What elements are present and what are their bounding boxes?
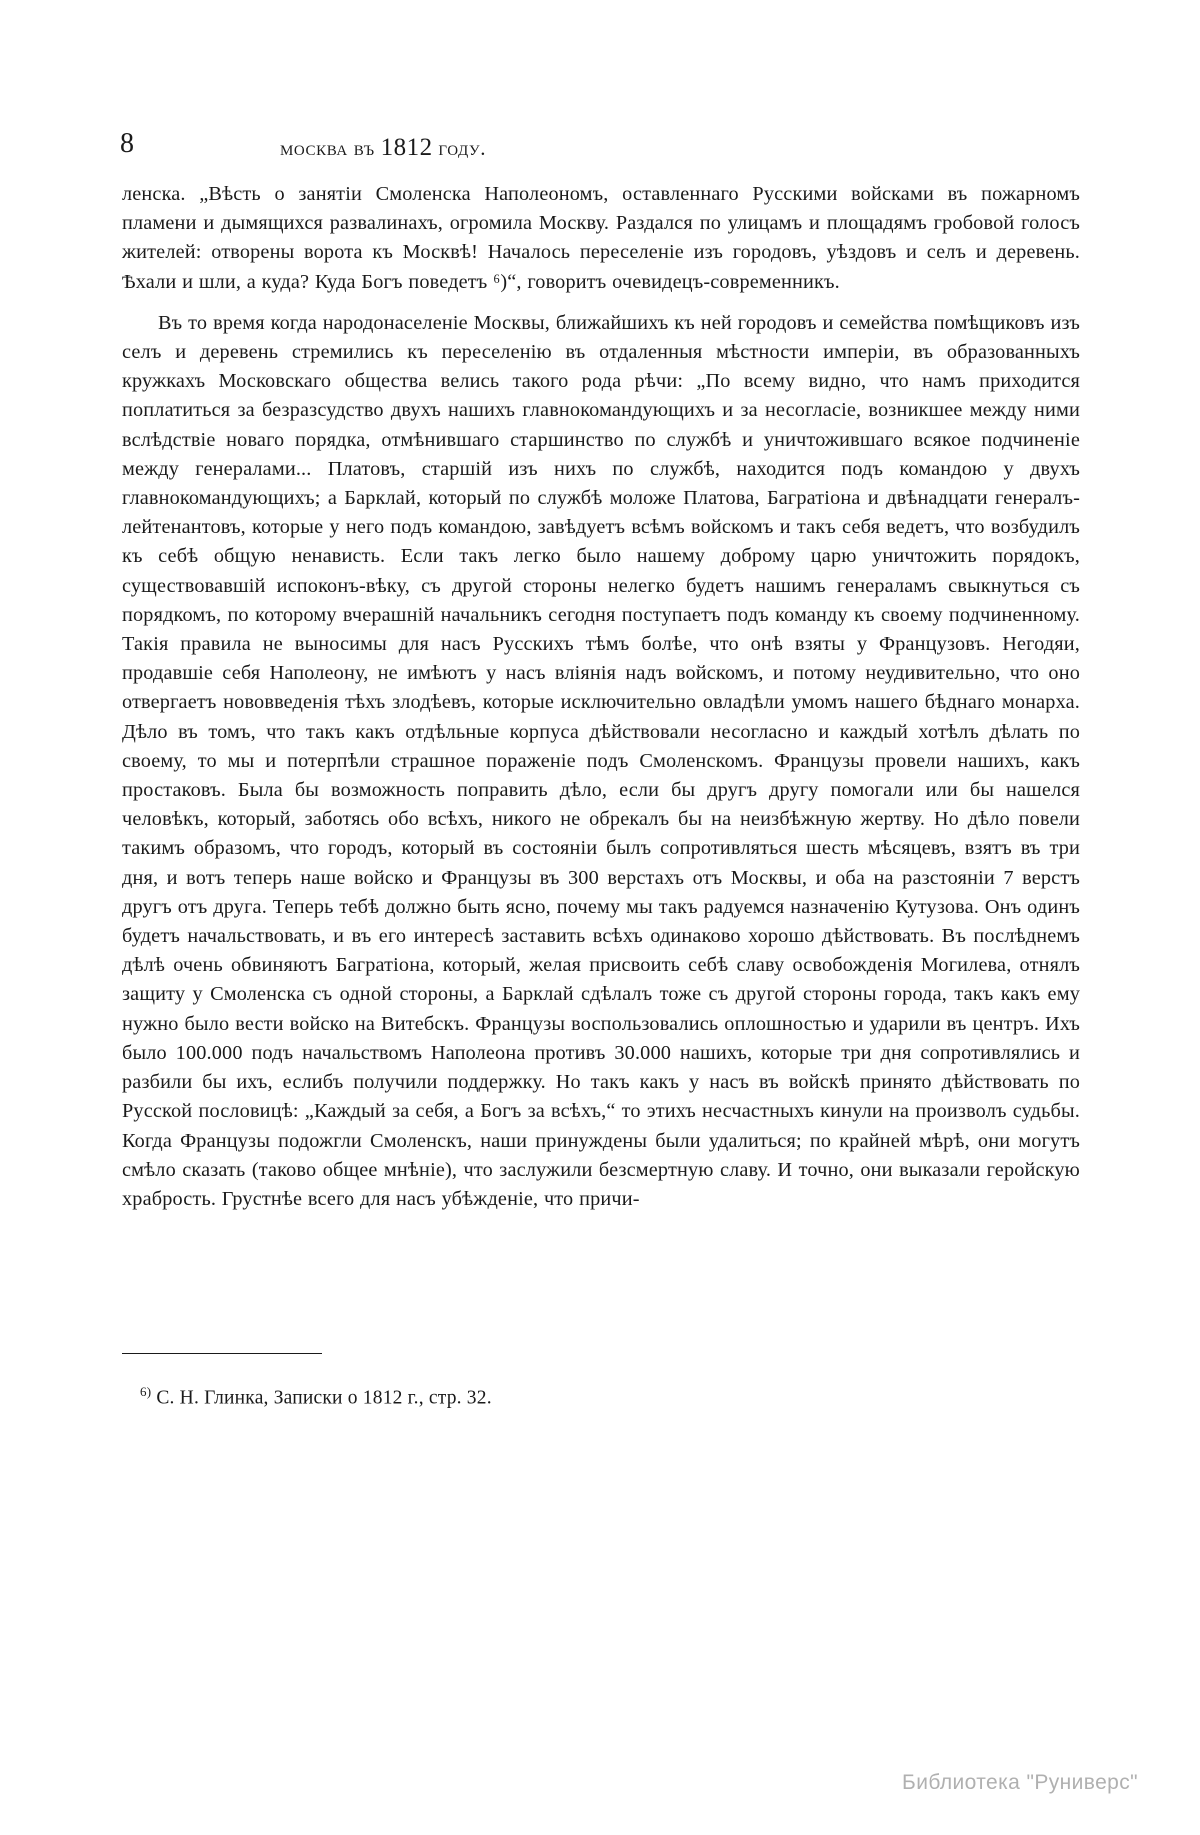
page-number: 8 — [120, 128, 135, 159]
running-title-suffix: году. — [432, 136, 487, 160]
footnote-separator — [122, 1353, 322, 1354]
page-header — [120, 128, 1080, 164]
paragraph-1: ленска. „Вѣсть о занятіи Смоленска Наполеономъ, оставленнаго Русскими войсками въ пожарномъ пламени и дымящихся развалинахъ, огромила Москву. Раздался по улицамъ и площадямъ гробовой голосъ жителей: отворены ворота къ Москвѣ! Началось переселеніе изъ городовъ, уѣздовъ и селъ и деревень. Ѣхали и шли, а куда? Куда Богъ поведетъ ⁶)“, говоритъ очевидецъ-современникъ. — [122, 183, 1080, 293]
footnote — [140, 1378, 960, 1413]
paragraph-2: Въ то время когда народонаселеніе Москвы, ближайшихъ къ ней городовъ и семейства помѣщиковъ изъ селъ и деревень стремились къ переселенію въ отдаленныя мѣстности имперіи, въ образованныхъ кружкахъ Московскаго общества велись такого рода рѣчи: „По всему видно, что намъ приходится поплатиться за безразсудство двухъ нашихъ главнокомандующихъ и за несогласіе, возникшее между ними вслѣдствіе новаго порядка, отмѣнившаго старшинство по службѣ и уничтожившаго всякое подчиненіе между генералами... Платовъ, старшій изъ нихъ по службѣ, находится подъ командою у двухъ главнокомандующихъ; а Барклай, который по службѣ моложе Платова, Багратіона и двѣнадцати генералъ-лейтенантовъ, которые у него подъ командою, завѣдуетъ всѣмъ войскомъ и такъ себя ведетъ, что возбудилъ къ себѣ общую ненависть. Если такъ легко было нашему доброму царю уничтожить порядокъ, существовавшій испоконъ-вѣку, съ другой стороны нелегко будетъ нашимъ генераламъ свыкнуться съ порядкомъ, по которому вчерашній начальникъ сегодня поступаетъ подъ команду къ своему подчиненному. Такія правила не выносимы для насъ Русскихъ тѣмъ болѣе, что онѣ взяты у Французовъ. Негодяи, продавшіе себя Наполеону, не имѣютъ у насъ вліянія надъ войскомъ, и потому неудивительно, что оно отвергаетъ нововведенія тѣхъ злодѣевъ, которые исключительно овладѣли умомъ нашего бѣднаго монарха. Дѣло въ томъ, что такъ какъ отдѣльные корпуса дѣйствовали несогласно и каждый хотѣлъ дѣлать по своему, то мы и потерпѣли страшное пораженіе подъ Смоленскомъ. Французы провели нашихъ, какъ простаковъ. Была бы возможность поправить дѣло, если бы другъ другу помогали или бы нашелся человѣкъ, который, заботясь обо всѣхъ, никого не обрекалъ бы на неизбѣжную жертву. Но дѣло повели такимъ образомъ, что городъ, который въ состояніи былъ сопротивляться шесть мѣсяцевъ, взятъ въ три дня, и вотъ теперь наше войско и Французы въ 300 верстахъ отъ Москвы, и оба на разстояніи 7 верстъ другъ отъ друга. Теперь тебѣ должно быть ясно, почему мы такъ радуемся назначенію Кутузова. Онъ одинъ будетъ начальствовать, и въ его интересѣ заставить всѣхъ одинаково хорошо дѣйствовать. Въ послѣднемъ дѣлѣ очень обвиняютъ Багратіона, который, желая присвоить себѣ славу освобожденія Могилева, отнялъ защиту у Смоленска съ одной стороны, а Барклай сдѣлалъ тоже съ другой стороны города, такъ какъ ему нужно было вести войско на Витебскъ. Французы воспользовались оплошностью и ударили въ центръ. Ихъ было 100.000 подъ начальствомъ Наполеона противъ 30.000 нашихъ, которые три дня сопротивлялись и разбили бы ихъ, еслибъ получили поддержку. Но такъ какъ у насъ въ войскѣ принято дѣйствовать по Русской пословицѣ: „Каждый за себя, а Богъ за всѣхъ,“ то этихъ несчастныхъ кинули на произволъ судьбы. Когда Французы подожгли Смоленскъ, наши принуждены были удалиться; по крайней мѣрѣ, они могутъ смѣло сказать (таково общее мнѣніе), что заслужили безсмертную славу. И точно, они выказали геройскую храбрость. Грустнѣе всего для насъ убѣжденіе, что причи- — [122, 311, 1080, 1210]
footnote-marker: 6) — [140, 1384, 152, 1399]
footnote-text: С. Н. Глинка, Записки о 1812 г., стр. 32. — [156, 1387, 492, 1409]
library-watermark: Библиотека "Руниверс" — [902, 1771, 1138, 1794]
running-title — [280, 134, 486, 162]
body-text-column — [122, 180, 1080, 1214]
running-title-prefix: москва въ — [280, 136, 381, 160]
running-title-year: 1812 — [380, 134, 433, 161]
